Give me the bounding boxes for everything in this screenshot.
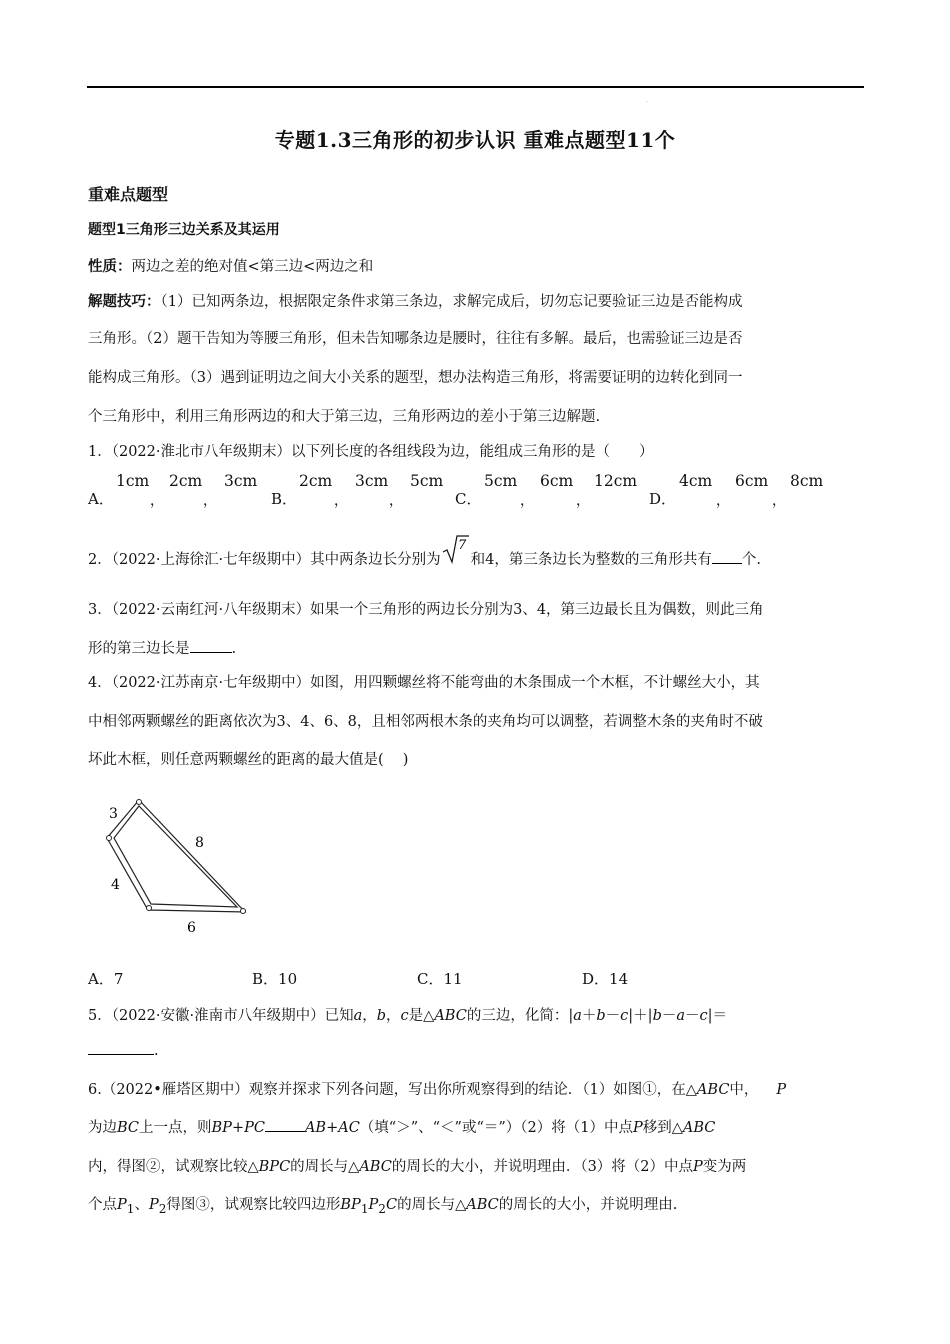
q6-line-1: 6.（2022•雁塔区期中）观察并探求下列各问题，写出你所观察得到的结论．（1）如图①，在△ABC中， P <box>88 1082 787 1098</box>
tips-line-1: 解题技巧：（1）已知两条边，根据限定条件求第三条边，求解完成后，切勿忘记要验证三边是否能构成 <box>88 294 743 310</box>
side-label-3: 3 <box>109 806 118 822</box>
q6-answer-blank[interactable] <box>265 1131 305 1132</box>
q1-option-d-value-3: 8cm <box>790 472 824 490</box>
tips-label: 解题技巧： <box>88 294 161 310</box>
type-heading: 题型1三角形三边关系及其运用 <box>88 222 280 238</box>
q1-comma: ， <box>334 493 348 509</box>
q1-option-a-label: A． <box>88 490 114 508</box>
q5-answer-blank[interactable] <box>88 1054 154 1055</box>
screw-icon <box>241 909 246 914</box>
q6-line-3: 内，得图②，试观察比较△BPC的周长与△ABC的周长的大小，并说明理由．（3）将（2）中点P变为两 <box>88 1159 747 1175</box>
side-label-6: 6 <box>187 920 196 936</box>
q5-line-2: . <box>88 1043 868 1059</box>
q1-option-a-value-3: 3cm <box>224 472 258 490</box>
q4-choice-a: A．7 <box>88 970 124 988</box>
q6-line-4: 个点$P_1$、$P_2$得图③，试观察比较四边形$BP_1P_2C$的周长与△ABC的周长的大小，并说明理由. <box>88 1197 678 1216</box>
q1-comma: ， <box>576 493 590 509</box>
q1-option-d-value-1: 4cm <box>679 472 713 490</box>
q4-choice-b: B．10 <box>252 970 298 988</box>
q6-line-2: 为边BC上一点，则BP+PC AB+AC（填“＞”、“＜”或“＝”）（2）将（1）中点P移到△ABC <box>88 1120 716 1136</box>
sqrt-expression <box>441 538 471 564</box>
q1-comma: ， <box>389 493 403 509</box>
q1-option-c-value-1: 5cm <box>484 472 518 490</box>
header-dot: . <box>646 97 648 104</box>
q5-line-1: 5．（2022·安徽·淮南市八年级期中）已知a，b，c是△ABC的三边，化简：|a＋b－c|＋|b－a－c|＝ <box>88 1008 728 1024</box>
q4-choice-c: C．11 <box>417 970 463 988</box>
q2-line: 2．（2022·上海徐汇·七年级期中）其中两条边长分别为 7 和4，第三条边长为整数的三角形共有 个. <box>88 548 868 569</box>
q1-comma: ， <box>520 493 534 509</box>
q3-line-1: 3．（2022·云南红河·八年级期末）如果一个三角形的两边长分别为3、4，第三边最长且为偶数，则此三角 <box>88 602 764 618</box>
header-rule <box>87 86 864 88</box>
sqrt-symbol-icon <box>441 532 471 566</box>
property-label: 性质： <box>88 259 132 275</box>
q1-option-c-value-3: 12cm <box>594 472 638 490</box>
q1-comma: ， <box>203 493 217 509</box>
screw-icon <box>137 800 142 805</box>
section-heading: 重难点题型 <box>88 185 169 204</box>
sqrt-argument: 7 <box>457 538 466 553</box>
q4-line-1: 4．（2022·江苏南京·七年级期中）如图，用四颗螺丝将不能弯曲的木条围成一个木框，不计螺丝大小，其 <box>88 675 760 691</box>
q1-option-b-label: B． <box>271 490 298 508</box>
q1-stem: 1．（2022·淮北市八年级期末）以下列长度的各组线段为边，能组成三角形的是（ ） <box>88 444 654 460</box>
property-line <box>88 255 868 276</box>
q1-option-d-label: D． <box>649 490 677 508</box>
q1-option-d-value-2: 6cm <box>735 472 769 490</box>
q1-option-c-label: C． <box>455 490 482 508</box>
q1-option-b-value-3: 5cm <box>410 472 444 490</box>
q2-answer-blank[interactable] <box>712 563 742 564</box>
q1-option-c-value-2: 6cm <box>540 472 574 490</box>
q1-option-a-value-2: 2cm <box>169 472 203 490</box>
tips-line-4: 个三角形中，利用三角形两边的和大于第三边，三角形两边的差小于第三边解题. <box>88 409 601 425</box>
frame-outer <box>107 800 245 912</box>
q1-comma: ， <box>150 493 164 509</box>
q4-line-3: 坏此木框，则任意两颗螺丝的距离的最大值是( ) <box>88 752 409 768</box>
q1-comma: ， <box>772 493 786 509</box>
frame-inner <box>114 806 237 907</box>
q3-answer-blank[interactable] <box>190 652 232 653</box>
q4-choice-d: D．14 <box>582 970 629 988</box>
q1-option-b-value-2: 3cm <box>355 472 389 490</box>
q4-wood-frame-figure <box>95 790 265 940</box>
screw-icon <box>107 836 112 841</box>
side-label-4: 4 <box>111 877 120 893</box>
property-text: 两边之差的绝对值<第三边<两边之和 <box>131 259 374 275</box>
page-title: 专题1.3三角形的初步认识 重难点题型11个 <box>274 128 676 152</box>
screw-icon <box>147 906 152 911</box>
side-label-8: 8 <box>195 835 204 851</box>
q1-option-a-value-1: 1cm <box>116 472 150 490</box>
tips-line-2: 三角形。（2）题干告知为等腰三角形，但未告知哪条边是腰时，往往有多解。最后，也需验证三边是否 <box>88 331 743 347</box>
q1-option-b-value-1: 2cm <box>299 472 333 490</box>
tips-line-3: 能构成三角形。（3）遇到证明边之间大小关系的题型，想办法构造三角形，将需要证明的边转化到同一 <box>88 370 743 386</box>
q3-line-2: 形的第三边长是 . <box>88 641 237 657</box>
q4-line-2: 中相邻两颗螺丝的距离依次为3、4、6、8，且相邻两根木条的夹角均可以调整，若调整木条的夹角时不破 <box>88 714 763 730</box>
q1-comma: ， <box>716 493 730 509</box>
